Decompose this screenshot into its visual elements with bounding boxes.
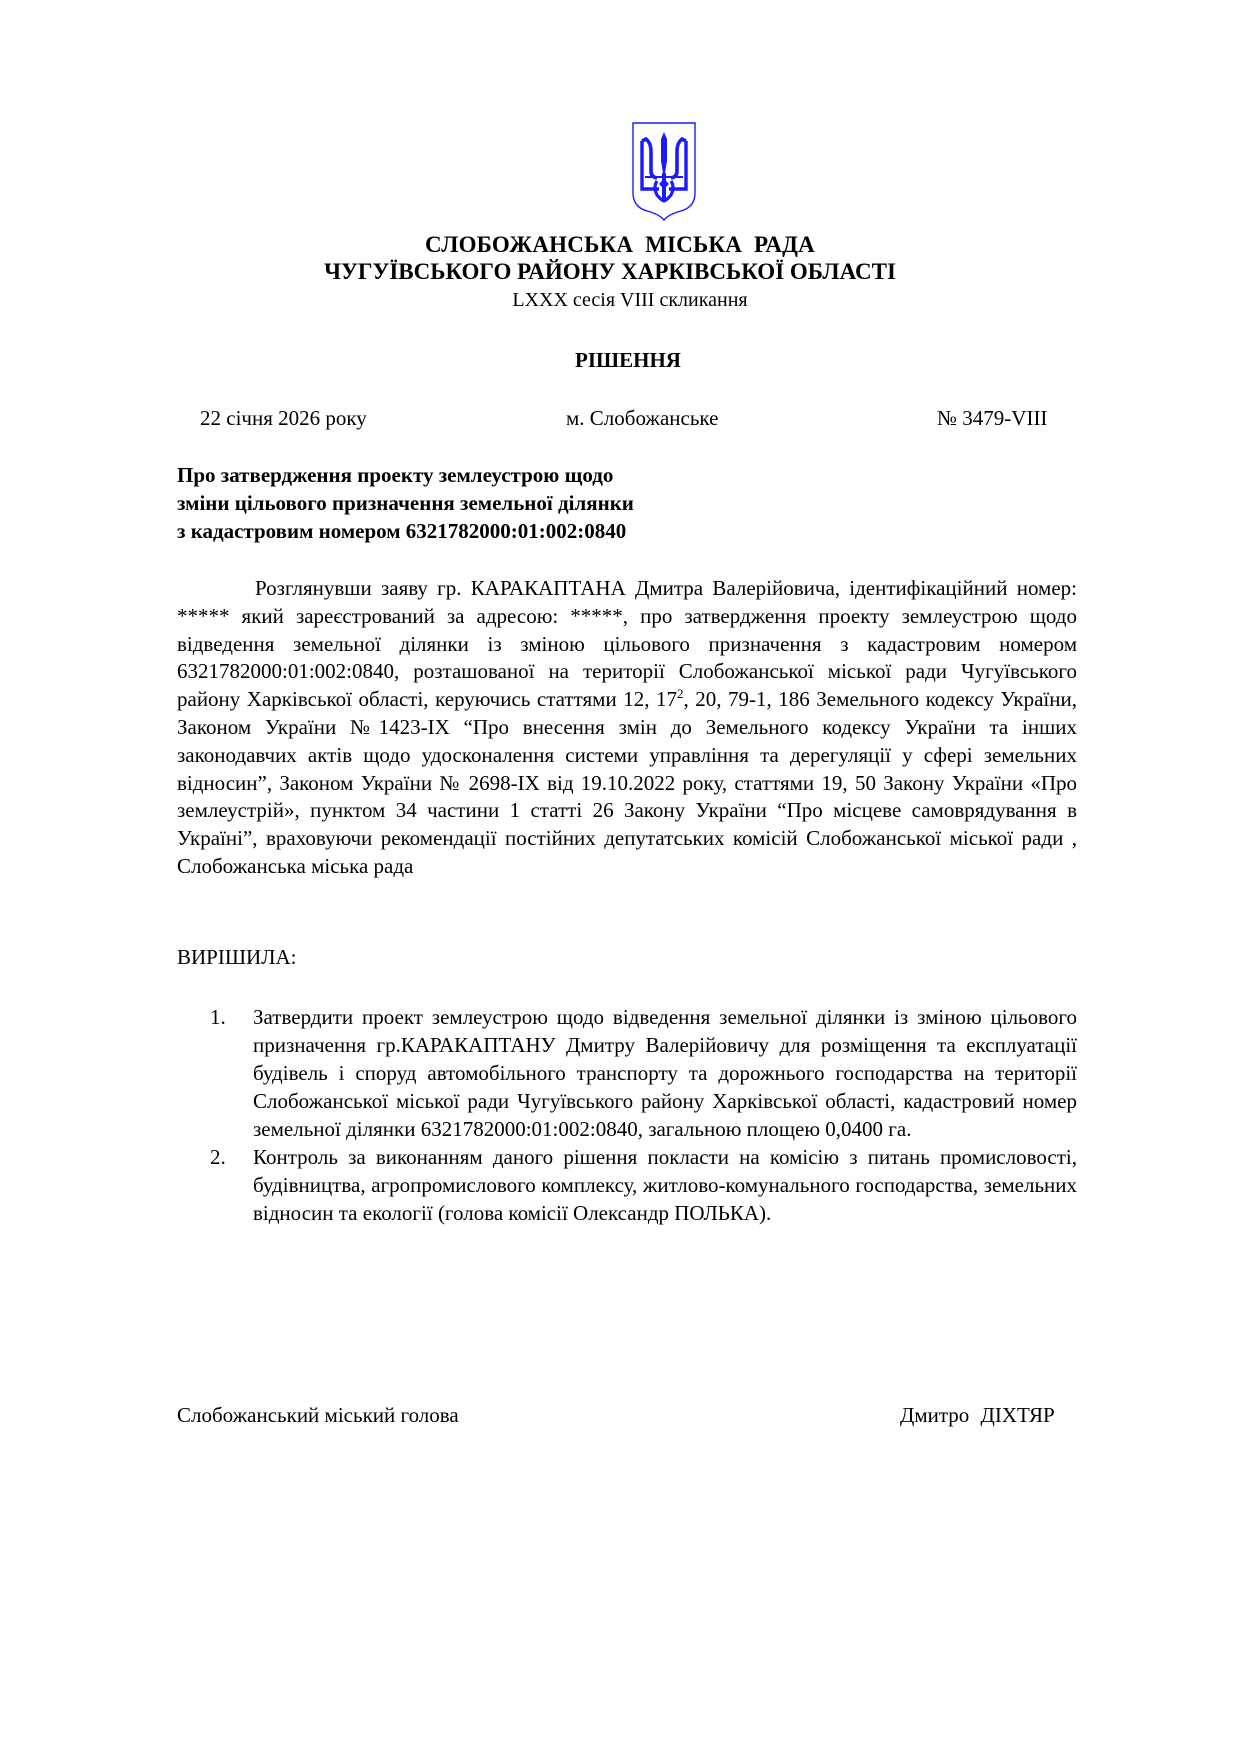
subject-line: з кадастровим номером 6321782000:01:002:0840 — [177, 519, 627, 543]
decision-subject — [177, 461, 634, 545]
decision-item-number: 1. — [210, 1005, 226, 1029]
decision-item — [210, 1003, 1077, 1143]
decision-city: м. Слобожанське — [566, 406, 719, 430]
decision-list — [210, 1003, 1077, 1227]
decision-item-text: Затвердити проект землеустрою щодо відведення земельної ділянки із зміною цільового призначення гр.КАРАКАПТАНУ Дмитру Валерійовичу для розміщення та експлуатації будівель і споруд автомобільного транспорту та дорожнього господарства на території Слобожанської міської ради Чугуївського району Харківської області, кадастровий номер земельної ділянки 6321782000:01:002:0840, загальною площею 0,0400 га. — [253, 1005, 1077, 1141]
decision-number: № 3479-VIII — [937, 406, 1048, 430]
session-info: LXXX сесія VIII скликання — [512, 289, 748, 311]
decided-label: ВИРІШИЛА: — [177, 945, 297, 969]
subject-line: Про затвердження проекту землеустрою щодо — [177, 463, 614, 487]
decision-date: 22 січня 2026 року — [200, 406, 367, 430]
decision-item-text: Контроль за виконанням даного рішення покласти на комісію з питань промисловості, будівництва, агропромислового комплексу, житлово-комунального господарства, земельних відносин та екології (голова комісії Олександр ПОЛЬКА). — [253, 1145, 1077, 1225]
subject-line: зміни цільового призначення земельної ділянки — [177, 491, 634, 515]
preamble-text-part2: , 20, 79-1, 186 Земельного кодексу України, Законом України №1423-IX “Про внесення змін до Земельного кодексу України та інших законодавчих актів щодо удосконалення системи управління та дерегуляції у сфері земельних відносин”, Законом України № 2698-IX від 19.10.2022 року, статтями 19, 50 Закону України «Про землеустрій», пунктом 34 частини 1 статті 26 Закону України “Про місцеве самоврядування в Україні”, враховуючи рекомендації постійних депутатських комісій Слобожанської міської ради , Слобожанська міська рада — [177, 687, 1077, 878]
council-name: СЛОБОЖАНСЬКА МІСЬКА РАДА — [425, 232, 815, 257]
signatory-name: Дмитро ДІХТЯР — [900, 1403, 1055, 1427]
decision-item-number: 2. — [210, 1145, 226, 1169]
ukraine-coat-of-arms-icon — [631, 121, 697, 221]
preamble-paragraph — [177, 575, 1077, 881]
signatory-title: Слобожанський міський голова — [177, 1403, 459, 1427]
decision-item — [210, 1143, 1077, 1227]
council-district: ЧУГУЇВСЬКОГО РАЙОНУ ХАРКІВСЬКОЇ ОБЛАСТІ — [324, 259, 896, 284]
document-type-title: РІШЕННЯ — [575, 348, 681, 372]
preamble-superscript: 2 — [676, 686, 684, 702]
preamble-text-part1: Розглянувши заяву гр. КАРАКАПТАНА Дмитра Валерійовича, ідентифікаційний номер: ***** який зареєстрований за адресою: *****, про затвердження проекту землеустрою щодо відведення земельної ділянки із зміною цільового призначення з кадастровим номером 6321782000:01:002:0840, розташованої на території Слобожанської міської ради Чугуївського району Харківської області, керуючись статтями 12, 17 — [177, 576, 1077, 712]
